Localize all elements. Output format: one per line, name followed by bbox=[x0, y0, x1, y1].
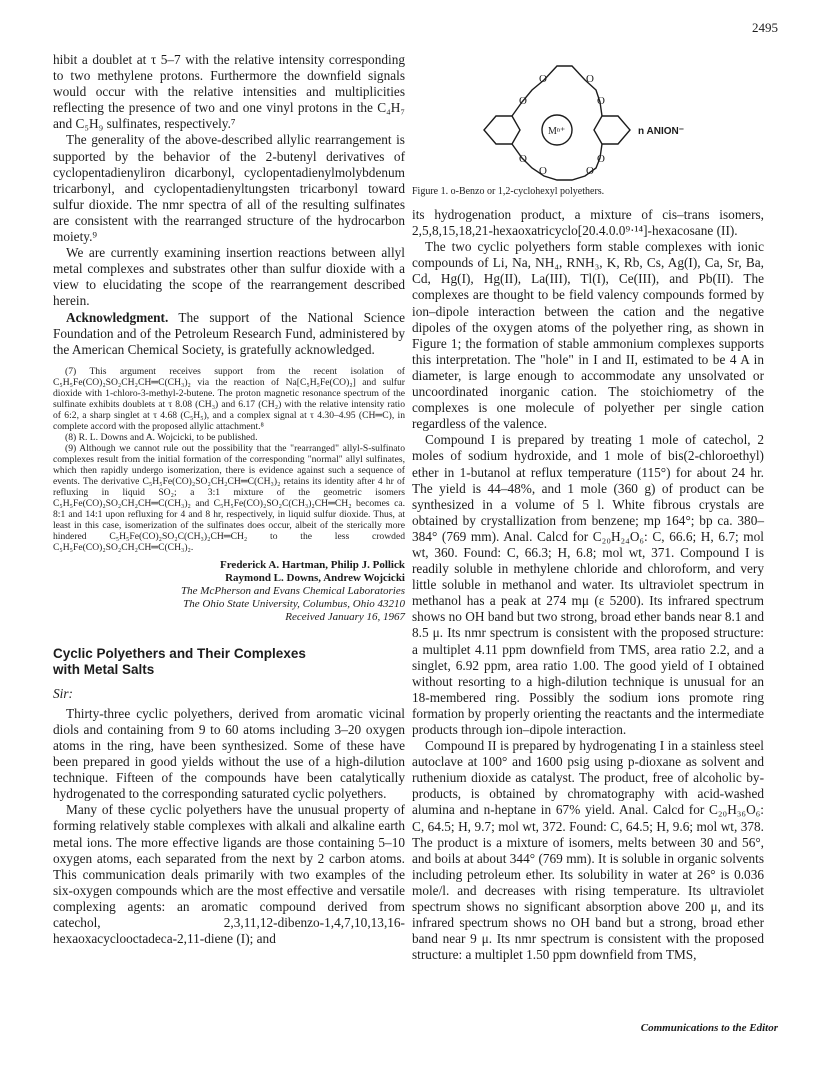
metal-ion-label: Mⁿ⁺ bbox=[548, 126, 566, 137]
footnote: (9) Although we cannot rule out the possibility that the "rearranged" allyl-S-sulfinato complexes result from the initial formation of the corresponding "normal" allyl sulfinates, which then rapidly undergo isomerization, there is evidence against such a sequence of events. The derivative C₅H₅Fe(CO)₂SO₂CH₂CH═C(CH₃)₂ retains its identity after 4 hr of refluxing in liquid SO₂; a 3:1 mixture of the geometric isomers C₅H₅Fe(CO)₂SO₂CH₂CH═C(CH₃)₂ and C₅H₅Fe(CO)₂SO₂C(CH₃)₂CH═CH₂ becomes ca. 8:1 and 14:1 upon refluxing for 4 and 8 hr, respectively, in liquid sulfur dioxide. Thus, at least in this case, isomerization of the sulfinates does occur, albeit of the sterically more hindered C₅H₅Fe(CO)₂SO₂C(CH₃)₂CH═CH₂ to the less crowded C₅H₅Fe(CO)₂SO₂CH₂CH═C(CH₃)₂. bbox=[53, 442, 405, 553]
paragraph: The generality of the above-described allylic rearrangement is supported by the behavior of the 2-butenyl derivatives of cyclopentadienyliron dicarbonyl, cyclopentadienylmolybdenum tricarbonyl, and cyclopentadienyltungsten tricarbonyl toward sulfur dioxide. The nmr spectra of all of the resulting sulfinates are consistent with the rearranged structure of the hydrocarbon moiety.⁹ bbox=[53, 132, 405, 245]
footnote: (7) This argument receives support from the recent isolation of C₅H₅Fe(CO)₂SO₂CH₂CH═C(CH₃)₂ via the reaction of Na[C₅H₅Fe(CO)₂] and sulfur dioxide with 1-chloro-3-methyl-2-butene. The proton magnetic resonance spectrum of the sulfinate exhibits doublets at τ 8.08 (CH₃) and 6.17 (CH₂) with the relative intensity ratio of 6:2, a sharp singlet at τ 4.68 (C₅H₅), and a complex signal at τ 4.30–4.95 (CH═C), in complete accord with the proposed allylic attachment.⁸ bbox=[53, 365, 405, 432]
oxygen-label: O bbox=[586, 73, 594, 85]
right-column bbox=[412, 52, 764, 963]
author-block bbox=[53, 559, 405, 624]
authors-line: Raymond L. Downs, Andrew Wojcicki bbox=[225, 571, 405, 584]
paragraph: We are currently examining insertion reactions between allyl metal complexes and substrates other than sulfur dioxide with a view to elucidating the scope of the rearrangement described herein. bbox=[53, 245, 405, 309]
paragraph: Thirty-three cyclic polyethers, derived from aromatic vicinal diols and containing from 9 to 60 atoms including 3–20 oxygen atoms in the ring, have been synthesized. Some of these have been prepared in good yields without the use of a high-dilution technique. Fifteen of the compounds have been catalytically hydrogenated to the corresponding saturated cyclic polyethers. bbox=[53, 705, 405, 802]
paragraph: hibit a doublet at τ 5–7 with the relative intensity corresponding to two methylene protons. Furthermore the downfield signals would occur with the relative intensities and multiplicities reflecting the presence of two and one vinyl protons in the C₄H₇ and C₅H₉ sulfinates, respectively.⁷ bbox=[53, 52, 405, 132]
figure-caption: Figure 1. o-Benzo or 1,2-cyclohexyl polyethers. bbox=[412, 186, 605, 197]
authors-line: Frederick A. Hartman, Philip J. Pollick bbox=[220, 558, 405, 571]
polyether-structure-diagram bbox=[412, 52, 764, 182]
acknowledgment-heading: Acknowledgment. bbox=[66, 309, 169, 325]
affiliation: The McPherson and Evans Chemical Laboratories bbox=[181, 584, 405, 597]
paragraph: Compound II is prepared by hydrogenating I in a stainless steel autoclave at 100° and 1600 psig using p-dioxane as solvent and ruthenium dioxide as catalyst. The product, free of alcoholic by-products, is obtained by chromatography with acid-washed alumina and n-heptane in 67% yield. Anal. Calcd for C₂₀H₃₆O₆: C, 64.5; H, 9.7; mol wt, 372. Found: C, 64.5; H, 9.6; mol wt, 378. The product is a mixture of isomers, melts between 30 and 56°, and boils at about 344° (769 mm). It is soluble in organic solvents including petroleum ether. Its solubility in water at 26° is 0.036 mole/l. and decreases with rising temperature. Its ultraviolet spectrum shows no significant absorption above 200 μ, and its infrared spectrum shows no OH band but a strong, broad ether band near 9 μ. Its nmr spectrum is consistent with the proposed structure: a multiplet 1.50 ppm downfield from TMS, bbox=[412, 738, 764, 963]
paragraph: Compound I is prepared by treating 1 mole of catechol, 2 moles of sodium hydroxide, and 1 mole of bis(2-chloroethyl) ether in 1-butanol at reflux temperature (115°) for about 24 hr. The yield is 44–48%, and 1 mole (360 g) of product can be synthesized in a volume of 5 l. White fibrous crystals are obtained by crystallization from benzene; mp 164°; bp ca. 380–384° (769 mm). Anal. Calcd for C₂₀H₂₄O₆: C, 66.6; H, 6.7; mol wt, 360. Found: C, 66.3; H, 6.8; mol wt, 371. Compound I is readily soluble in methylene chloride and chloroform, and very little soluble in methanol and water. Its ultraviolet spectrum in methanol has a peak at 274 mμ (ε 5200). Its infrared spectrum shows no OH band but two strong, broad ether bands near 8.1 and 8.5 μ. Its nmr spectrum is consistent with the proposed structure: a multiplet 4.11 ppm downfield from TMS, area ratio 2.2, and a singlet, 6.92 ppm, area ratio 1.00. The good yield of I obtained without resorting to a high-dilution technique is unusual for an 18-membered ring. Possibly the sodium ions promote ring formation by properly orienting the reactants and the intermediate products through ion–dipole interaction. bbox=[412, 432, 764, 737]
running-footer: Communications to the Editor bbox=[640, 1022, 778, 1034]
left-column bbox=[53, 52, 405, 947]
left-ring bbox=[484, 116, 520, 144]
acknowledgment-text: The support of the National Science Foundation and of the Petroleum Research Fund, administered by the American Chemical Society, is gratefully acknowledged. bbox=[53, 309, 405, 357]
right-ring bbox=[594, 116, 630, 144]
article-title-line: with Metal Salts bbox=[53, 661, 155, 677]
salutation: Sir: bbox=[53, 685, 73, 701]
received-date: Received January 16, 1967 bbox=[285, 610, 405, 623]
affiliation: The Ohio State University, Columbus, Ohio 43210 bbox=[183, 597, 405, 610]
anion-label: n ANION⁻ bbox=[638, 126, 685, 137]
article-title bbox=[53, 646, 405, 678]
oxygen-label: O bbox=[597, 95, 605, 107]
oxygen-label: O bbox=[586, 165, 594, 177]
acknowledgment bbox=[53, 310, 405, 358]
page-number: 2495 bbox=[752, 20, 778, 35]
footnote: (8) R. L. Downs and A. Wojcicki, to be published. bbox=[65, 431, 258, 443]
article-title-line: Cyclic Polyethers and Their Complexes bbox=[53, 645, 306, 661]
figure-1 bbox=[412, 52, 764, 182]
oxygen-label: O bbox=[539, 73, 547, 85]
oxygen-label: O bbox=[539, 165, 547, 177]
oxygen-label: O bbox=[597, 153, 605, 165]
paragraph: Many of these cyclic polyethers have the unusual property of forming relatively stable complexes with alkali and alkaline earth metal ions. The more effective ligands are those containing 5–10 oxygen atoms, each separated from the next by 2 carbon atoms. This communication deals primarily with two examples of the six-oxygen compounds which are the most effective and versatile complexing agents: an aromatic compound derived from catechol, 2,3,11,12-dibenzo-1,4,7,10,13,16-hexaoxacyclooctadeca-2,11-diene (I); and bbox=[53, 802, 405, 947]
paragraph: its hydrogenation product, a mixture of cis–trans isomers, 2,5,8,15,18,21-hexaoxatricyclo[20.4.0.0⁹·¹⁴]-hexacosane (II). bbox=[412, 207, 764, 239]
oxygen-label: O bbox=[519, 153, 527, 165]
oxygen-label: O bbox=[519, 95, 527, 107]
paragraph: The two cyclic polyethers form stable complexes with ionic compounds of Li, Na, NH₄, RNH₃, K, Rb, Cs, Ag(I), Ca, Sr, Ba, Cd, Hg(I), Hg(II), La(III), Tl(I), Ce(III), and Pb(II). The complexes are thought to be field valency compounds formed by ion–dipole interaction between the cation and the negative dipoles of the oxygen atoms of the polyether ring, as shown in Figure 1; the formation of stable ammonium complexes supports this interpretation. The "hole" in I and II, estimated to be 4 A in diameter, is large enough to accommodate any unsolvated or uncoordinated inorganic cation. The stoichiometry of the complexes is one molecule of polyether per single cation regardless of the valence. bbox=[412, 239, 764, 432]
footnotes bbox=[53, 366, 405, 553]
